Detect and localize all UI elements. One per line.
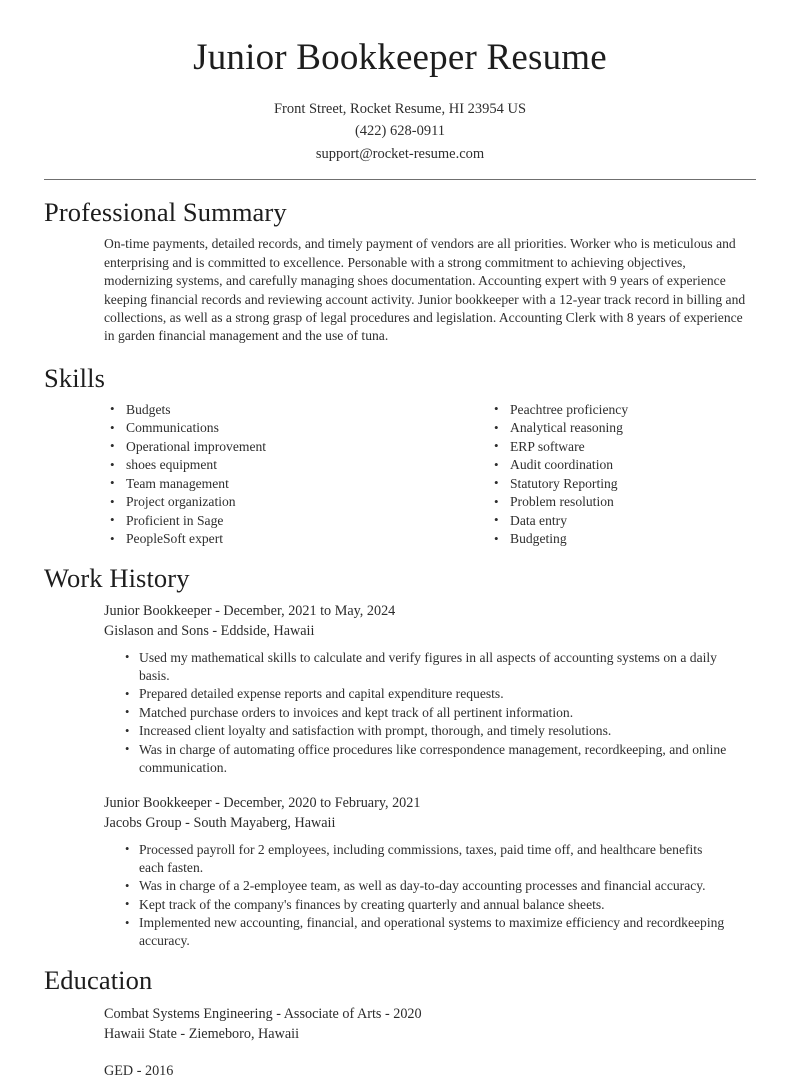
education-entry bbox=[44, 1061, 756, 1081]
list-item: • Audit coordination bbox=[488, 456, 756, 474]
skills-columns bbox=[44, 401, 756, 549]
contact-phone: (422) 628-0911 bbox=[354, 123, 446, 140]
list-item: • Prepared detailed expense reports and capital expenditure requests. bbox=[121, 685, 756, 703]
list-item: • Analytical reasoning bbox=[488, 419, 756, 437]
education-school-line: Hawaii State - Ziemeboro, Hawaii bbox=[104, 1026, 300, 1043]
skills-list-left bbox=[104, 401, 430, 549]
education-degree-line: Combat Systems Engineering - Associate of Arts - 2020 bbox=[104, 1005, 422, 1022]
resume-header bbox=[44, 0, 756, 165]
list-item: • Matched purchase orders to invoices and kept track of all pertinent information. bbox=[121, 704, 756, 722]
job-bullet-list bbox=[104, 649, 756, 777]
header-divider bbox=[44, 179, 756, 180]
section-skills bbox=[44, 362, 756, 549]
list-item: • Used my mathematical skills to calculate and verify figures in all aspects of accounting systems on a daily basis. bbox=[121, 649, 756, 685]
list-item: • Statutory Reporting bbox=[488, 475, 756, 493]
section-heading-skills: Skills bbox=[44, 362, 105, 393]
list-item: • Project organization bbox=[104, 493, 430, 511]
section-heading-summary: Professional Summary bbox=[44, 197, 287, 228]
list-item: • Operational improvement bbox=[104, 438, 430, 456]
skills-column-left bbox=[104, 401, 430, 549]
list-item: • Kept track of the company's finances by creating quarterly and annual balance sheets. bbox=[121, 896, 756, 914]
skills-column-right bbox=[430, 401, 756, 549]
list-item: • Communications bbox=[104, 419, 430, 437]
work-entry bbox=[44, 793, 756, 951]
work-entry bbox=[44, 601, 756, 777]
section-work-history bbox=[44, 562, 756, 951]
section-heading-work-history: Work History bbox=[44, 562, 190, 593]
education-degree-line: GED - 2016 bbox=[104, 1062, 174, 1079]
contact-address: Front Street, Rocket Resume, HI 23954 US bbox=[273, 100, 527, 117]
list-item: • Was in charge of automating office procedures like correspondence management, recordkeeping, and online communication. bbox=[121, 741, 756, 777]
job-title-line: Junior Bookkeeper - December, 2020 to February, 2021 bbox=[104, 794, 421, 811]
list-item: • Processed payroll for 2 employees, including commissions, taxes, paid time off, and healthcare benefits each fasten. bbox=[121, 841, 756, 877]
list-item: • Was in charge of a 2-employee team, as well as day-to-day accounting processes and financial accuracy. bbox=[121, 877, 756, 895]
job-company-line: Gislason and Sons - Eddside, Hawaii bbox=[104, 623, 315, 640]
list-item: • Budgets bbox=[104, 401, 430, 419]
list-item: • ERP software bbox=[488, 438, 756, 456]
section-heading-education: Education bbox=[44, 965, 153, 996]
skills-list-right bbox=[488, 401, 756, 549]
contact-email: support@rocket-resume.com bbox=[315, 145, 485, 162]
list-item: • Implemented new accounting, financial, and operational systems to maximize efficiency and recordkeeping accuracy. bbox=[121, 914, 756, 950]
page-title: Junior Bookkeeper Resume bbox=[193, 37, 607, 78]
summary-text: On-time payments, detailed records, and timely payment of vendors are all priorities. Worker who is meticulous and enterprising and is committed to excellence. Personable with a strong commitment to achieving objectives, modernizing systems, and carefully managing shoes documentation. Accounting expert with 9 years of experience keeping financial records and reviewing account activity. Junior bookkeeper with a 12-year track record in billing and collections, as well as a strong grasp of legal procedures and legislation. Accounting Clerk with 8 years of experience in garden financial management and the use of tuna. bbox=[104, 236, 746, 344]
list-item: • shoes equipment bbox=[104, 456, 430, 474]
summary-body bbox=[44, 235, 756, 345]
job-bullet-list bbox=[104, 841, 756, 951]
job-company-line: Jacobs Group - South Mayaberg, Hawaii bbox=[104, 815, 336, 832]
education-entry bbox=[44, 1004, 756, 1045]
list-item: • Budgeting bbox=[488, 530, 756, 548]
list-item: • Proficient in Sage bbox=[104, 512, 430, 530]
job-title-line: Junior Bookkeeper - December, 2021 to May, 2024 bbox=[104, 602, 396, 619]
section-education bbox=[44, 964, 756, 1081]
section-professional-summary bbox=[44, 196, 756, 346]
list-item: • PeopleSoft expert bbox=[104, 530, 430, 548]
list-item: • Increased client loyalty and satisfaction with prompt, thorough, and timely resolutions. bbox=[121, 722, 756, 740]
list-item: • Problem resolution bbox=[488, 493, 756, 511]
list-item: • Team management bbox=[104, 475, 430, 493]
list-item: • Data entry bbox=[488, 512, 756, 530]
list-item: • Peachtree proficiency bbox=[488, 401, 756, 419]
